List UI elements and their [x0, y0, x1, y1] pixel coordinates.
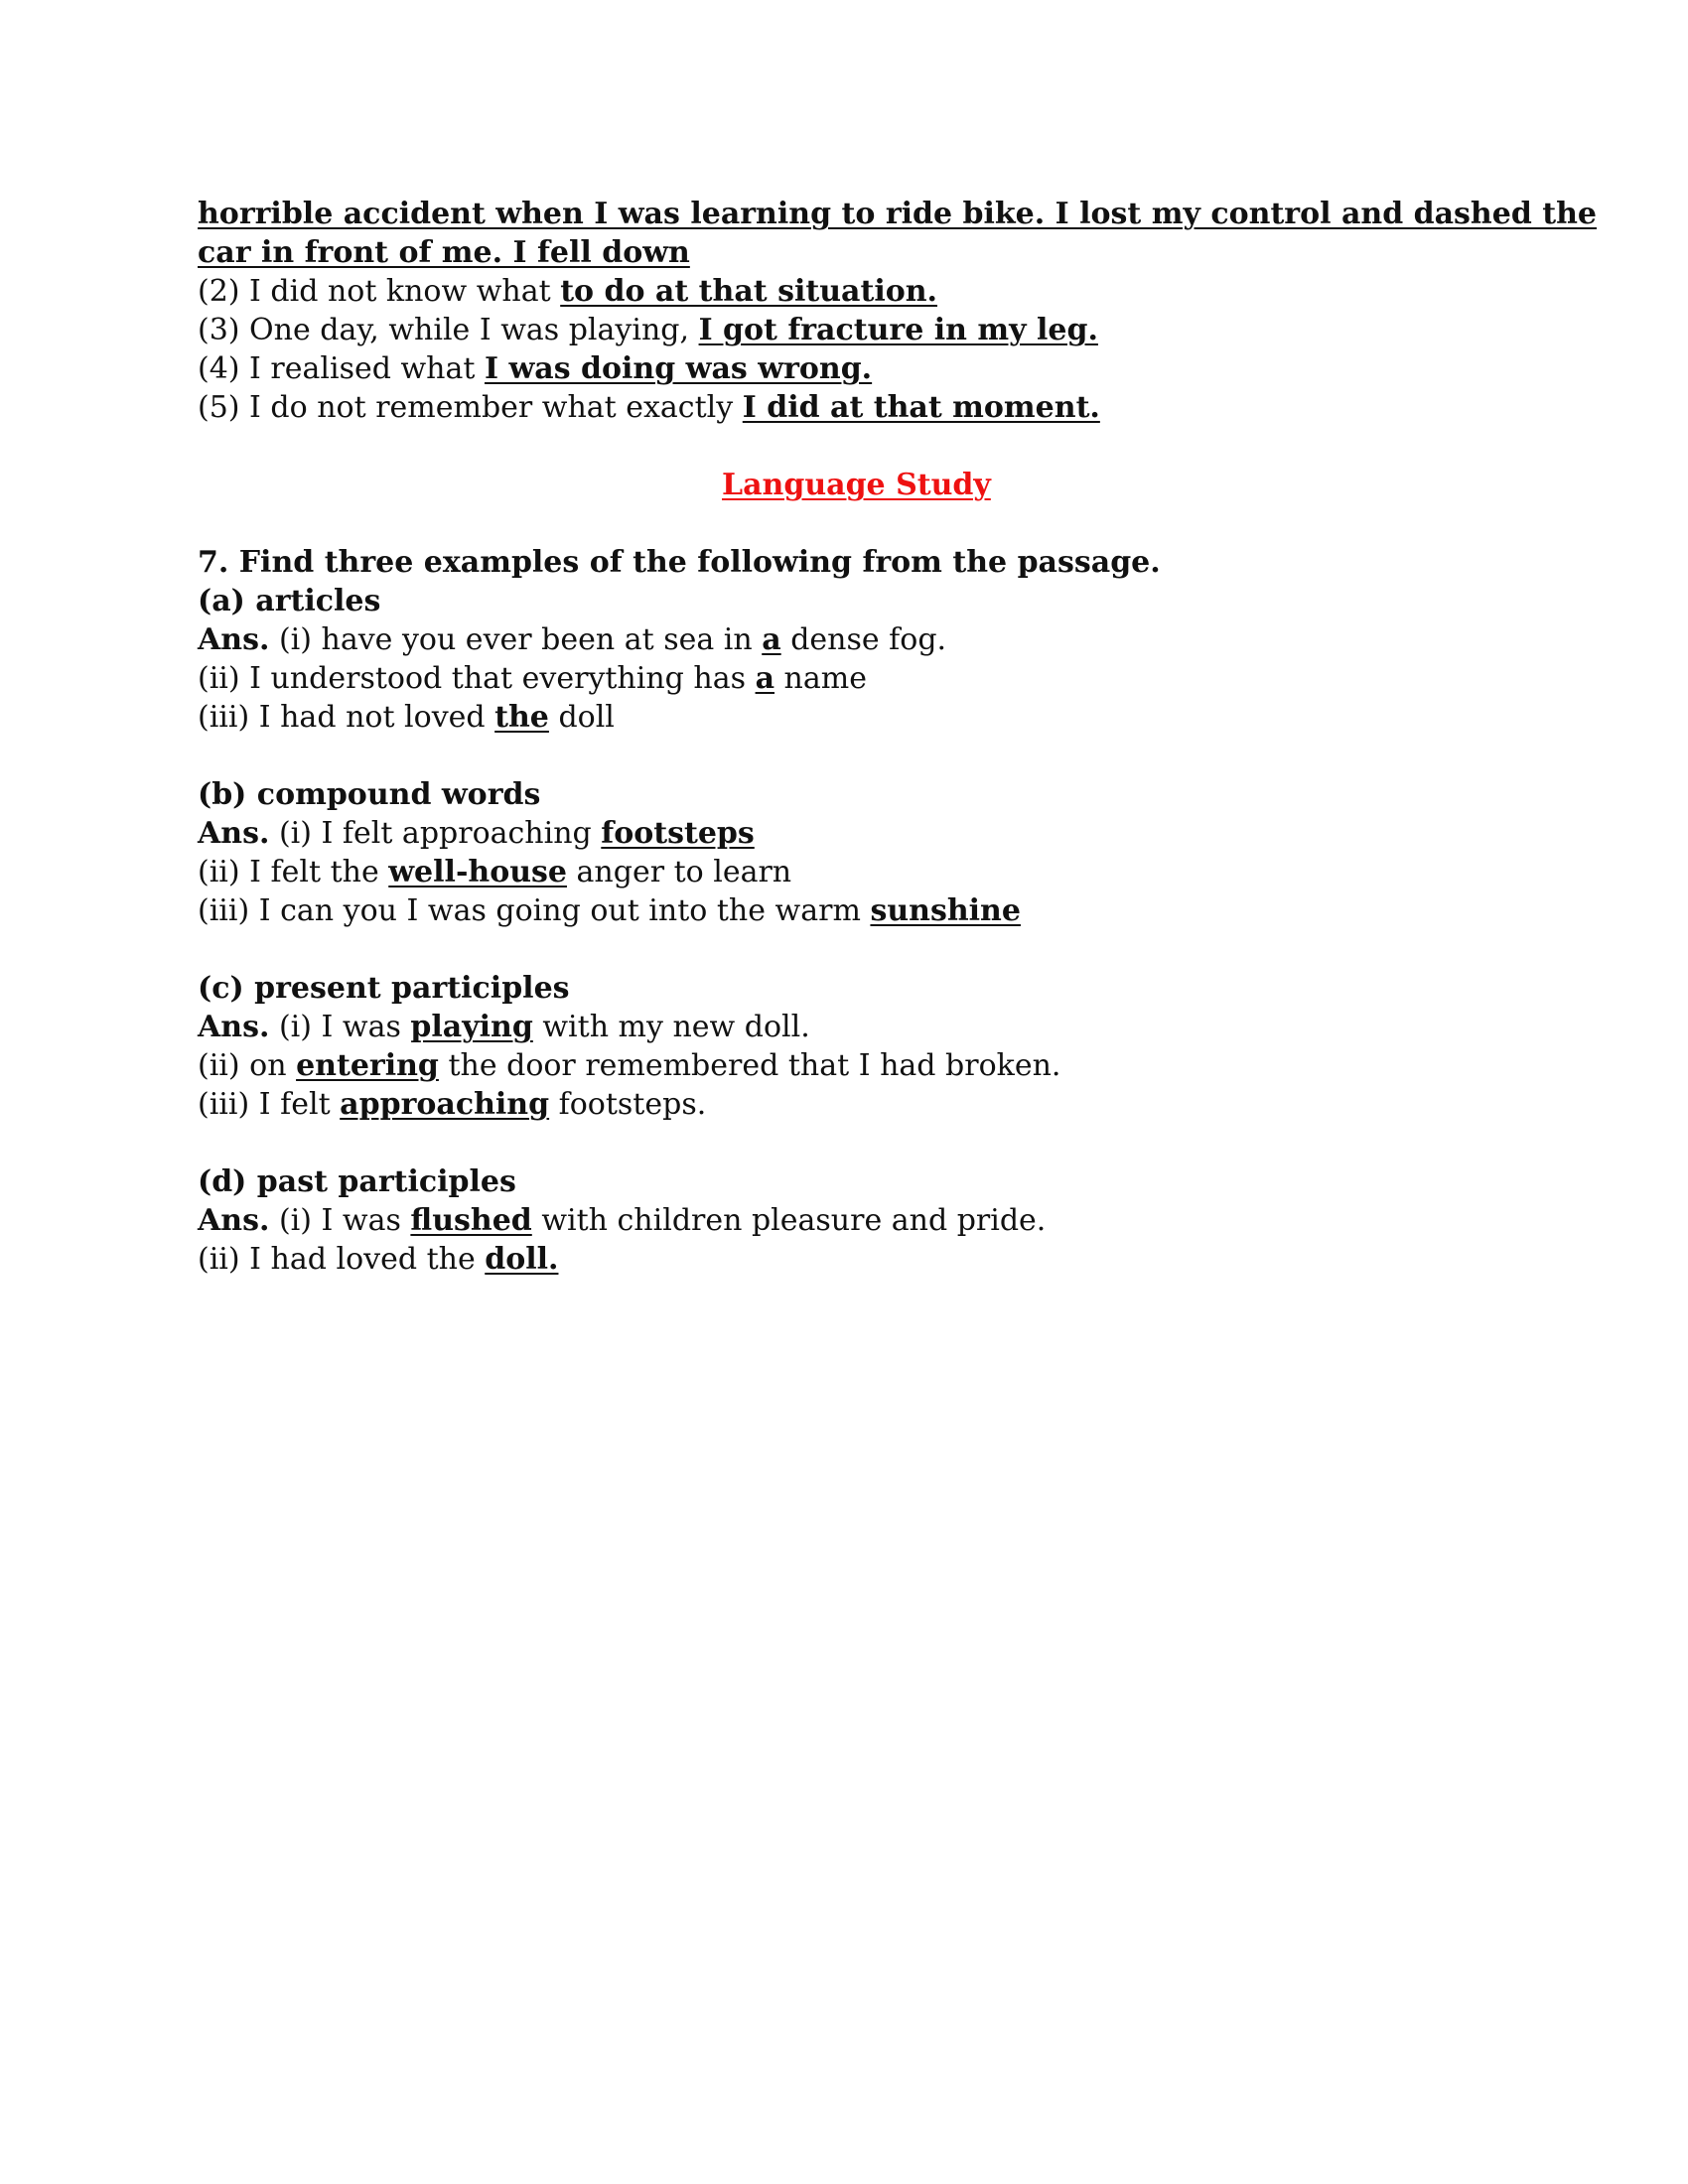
line-text: (i) I felt approaching [269, 816, 602, 851]
line-emphasis: a [762, 622, 781, 657]
part-b-line-2 [198, 853, 1488, 891]
line-emphasis: entering [296, 1048, 439, 1083]
line-text: the door remembered that I had broken. [438, 1048, 1061, 1083]
part-b-title: (b) compound words [198, 777, 541, 812]
spacer [198, 737, 1488, 775]
line-text: (i) I was [269, 1203, 411, 1238]
document-page [198, 195, 1598, 1279]
ans-label: Ans. [198, 1203, 270, 1238]
line-text: doll [548, 700, 615, 735]
answer-item-text: (3) One day, while I was playing, [198, 313, 699, 347]
line-text: footsteps. [549, 1087, 707, 1122]
spacer [198, 930, 1488, 969]
line-text: with my new doll. [532, 1010, 810, 1044]
line-text: (iii) I had not loved [198, 700, 495, 735]
ans-label: Ans. [198, 1010, 270, 1044]
answer-item-text: (5) I do not remember what exactly [198, 390, 743, 425]
part-c-line-1 [198, 1008, 1488, 1046]
line-text: (ii) I understood that everything has [198, 661, 756, 696]
part-a-line-3 [198, 698, 1488, 737]
part-c-line-2 [198, 1046, 1488, 1085]
part-c-line-3 [198, 1085, 1488, 1124]
part-a-title: (a) articles [198, 584, 381, 618]
ans-label: Ans. [198, 816, 270, 851]
line-text: (i) I was [269, 1010, 411, 1044]
spacer [198, 1124, 1488, 1162]
part-b-line-3 [198, 891, 1488, 930]
part-c-title: (c) present participles [198, 971, 570, 1006]
part-d-title: (d) past participles [198, 1164, 516, 1199]
answer-item-emphasis: to do at that situation. [560, 274, 937, 309]
line-emphasis: sunshine [870, 893, 1021, 928]
line-text: name [774, 661, 867, 696]
line-emphasis: well-house [388, 855, 567, 889]
line-text: (ii) on [198, 1048, 297, 1083]
line-text: with children pleasure and pride. [531, 1203, 1047, 1238]
line-text: (ii) I felt the [198, 855, 389, 889]
intro-line-1: horrible accident when I was learning to ride bike. I lost my control and dashed the [198, 197, 1598, 231]
line-text: (i) have you ever been at sea in [269, 622, 763, 657]
line-emphasis: a [755, 661, 775, 696]
part-a-line-2 [198, 659, 1488, 698]
line-emphasis: approaching [340, 1087, 550, 1122]
spacer [198, 427, 1488, 466]
spacer [198, 504, 1488, 543]
line-emphasis: playing [410, 1010, 533, 1044]
line-emphasis: flushed [410, 1203, 532, 1238]
answer-item-5 [198, 388, 1488, 427]
part-a-line-1 [198, 620, 1488, 659]
part-d-line-1 [198, 1201, 1488, 1240]
line-emphasis: the [494, 700, 549, 735]
line-text: (iii) I felt [198, 1087, 341, 1122]
answer-item-4 [198, 349, 1488, 388]
answer-item-2 [198, 272, 1488, 311]
intro-line-2: car in front of me. I fell down [198, 235, 690, 270]
part-b-line-1 [198, 814, 1488, 853]
line-text: anger to learn [567, 855, 792, 889]
answer-item-emphasis: I was doing was wrong. [484, 351, 873, 386]
part-d-line-2 [198, 1240, 1488, 1279]
answer-item-3 [198, 311, 1488, 349]
line-emphasis: footsteps [601, 816, 755, 851]
question-title: 7. Find three examples of the following from the passage. [198, 545, 1161, 580]
line-text: dense fog. [780, 622, 947, 657]
line-text: (ii) I had loved the [198, 1242, 486, 1277]
answer-item-text: (2) I did not know what [198, 274, 561, 309]
section-heading-text: Language Study [722, 468, 991, 502]
answer-item-emphasis: I did at that moment. [742, 390, 1100, 425]
section-heading [198, 466, 1488, 504]
answer-item-emphasis: I got fracture in my leg. [698, 313, 1098, 347]
answer-item-text: (4) I realised what [198, 351, 485, 386]
line-text: (iii) I can you I was going out into the warm [198, 893, 871, 928]
line-emphasis: doll. [485, 1242, 559, 1277]
ans-label: Ans. [198, 622, 270, 657]
